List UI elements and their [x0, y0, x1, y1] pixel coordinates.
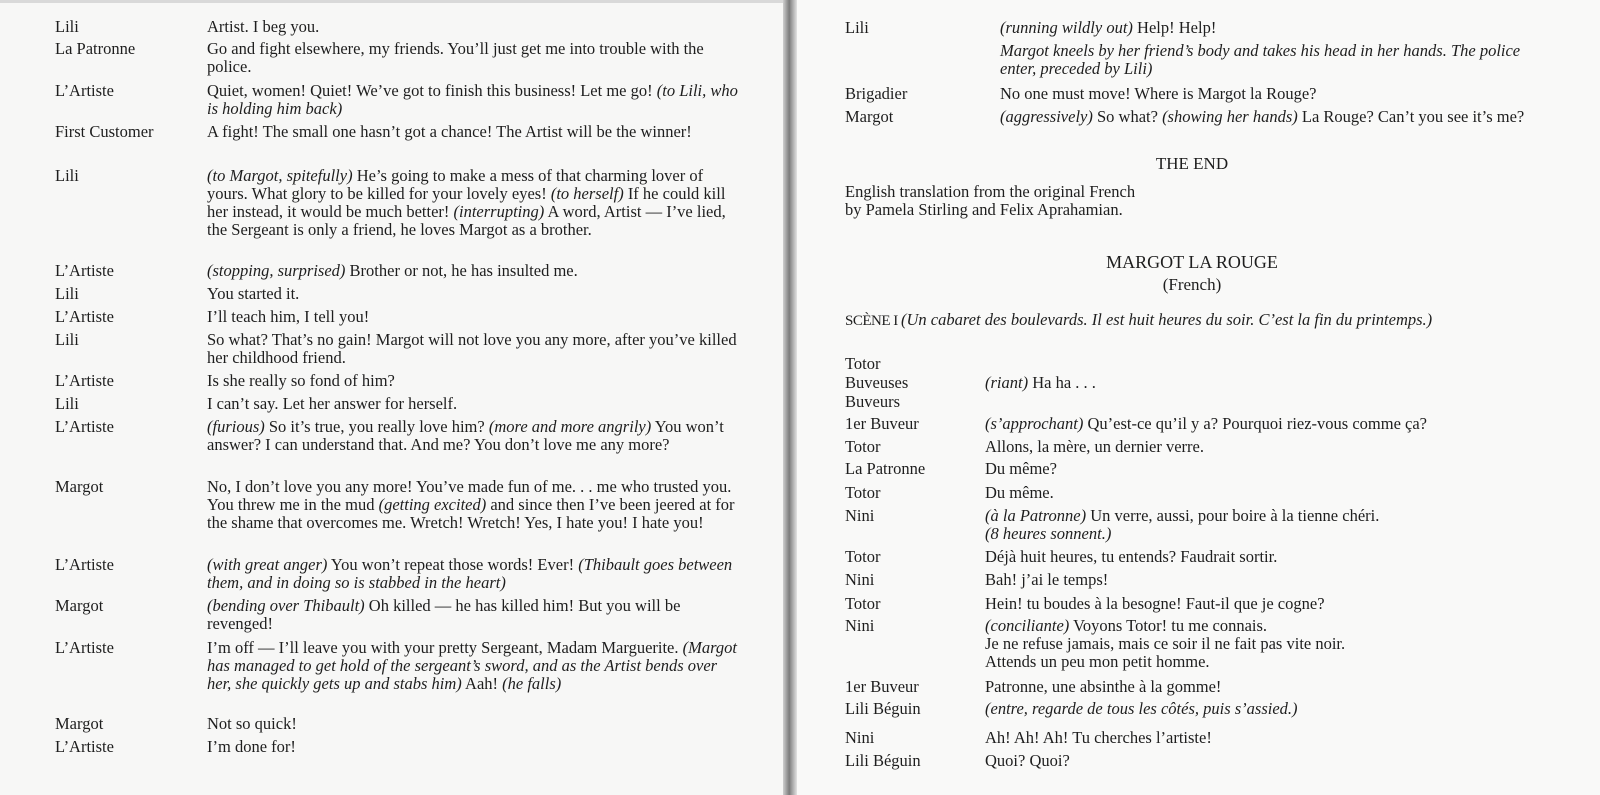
speaker-name: Margot — [845, 107, 894, 126]
stage-direction: (à la Patronne) — [985, 506, 1087, 525]
speaker-name: Lili Béguin — [845, 751, 921, 770]
dialogue-text: Allons, la mère, un dernier verre. — [985, 437, 1204, 456]
dialogue-text: You won’t repeat those words! Ever! — [327, 555, 579, 574]
speech-text — [985, 415, 1565, 433]
speech-text — [207, 738, 745, 756]
speech-text — [1000, 42, 1540, 78]
dialogue-text: Quoi? Quoi? — [985, 751, 1070, 770]
stage-direction: (to Margot, spitefully) — [207, 166, 353, 185]
dialogue-text: No, I don’t love you any more! You’ve made fun of me. . . me who trusted you. You threw me in the mud — [207, 477, 732, 514]
dialogue-text: Du même. — [985, 483, 1054, 502]
right-page — [797, 0, 1600, 795]
speaker-name: Totor — [845, 547, 881, 566]
stage-direction: (aggressively) — [1000, 107, 1093, 126]
speaker-name: Totor — [845, 437, 881, 456]
stage-direction: (showing her hands) — [1162, 107, 1298, 126]
speaker-name: L’Artiste — [55, 555, 114, 574]
speech-text — [985, 460, 1565, 478]
speaker-name: Lili — [55, 166, 79, 185]
speaker-name: Lili — [845, 18, 869, 37]
speech-text — [207, 308, 745, 326]
speech-text — [207, 82, 745, 118]
speech-text — [985, 571, 1565, 589]
speaker-name: Lili — [55, 284, 79, 303]
speech-text — [985, 617, 1565, 671]
the-end-heading: THE END — [1155, 154, 1229, 173]
stage-direction: (to Lili, who is holding him back) — [207, 81, 738, 118]
dialogue-text: So it’s true, you really love him? — [264, 417, 489, 436]
speech-text — [207, 556, 745, 592]
speech-text — [207, 262, 745, 280]
dialogue-text: Du même? — [985, 459, 1057, 478]
speaker-name: Nini — [845, 728, 875, 747]
scene-heading — [845, 311, 1465, 330]
speaker-name: Brigadier — [845, 84, 908, 103]
speech-text — [985, 507, 1565, 543]
speech-text — [207, 123, 745, 141]
speaker-name: Lili Béguin — [845, 699, 921, 718]
stage-direction: (Thibault goes between them, and in doing so is stabbed in the heart) — [207, 555, 733, 592]
french-subtitle: (French) — [1162, 275, 1222, 294]
speaker-name: Nini — [845, 616, 875, 635]
stage-direction: (riant) — [985, 373, 1029, 392]
speaker-name: L’Artiste — [55, 307, 114, 326]
dialogue-text: I’m off — I’ll leave you with your pretty Sergeant, Madam Marguerite. — [207, 638, 683, 657]
speech-text — [207, 715, 745, 733]
speech-text — [207, 478, 745, 532]
french-title: MARGOT LA ROUGE — [1106, 252, 1278, 272]
speech-text — [1000, 19, 1540, 37]
dialogue-text: Qu’est-ce qu’il y a? Pourquoi riez-vous comme ça? — [1083, 414, 1427, 433]
stage-direction: (he falls) — [502, 674, 562, 693]
speaker-name: Margot — [55, 477, 104, 496]
speaker-name: Lili — [55, 394, 79, 413]
speech-text — [985, 374, 1565, 392]
speech-text — [985, 678, 1565, 696]
dialogue-text: Help! Help! — [1132, 18, 1217, 37]
dialogue-text: You won’t answer? I can understand that. And me? You don’t love me any more? — [207, 417, 724, 454]
speech-text — [985, 438, 1565, 456]
dialogue-text: and since then I’ve been jeered at for the shame that overcomes me. Wretch! Wretch! Yes, I hate you! I hate you! — [207, 495, 735, 532]
speaker-name: 1er Buveur — [845, 677, 919, 696]
speaker-name: Lili — [55, 330, 79, 349]
dialogue-text: Patronne, une absinthe à la gomme! — [985, 677, 1222, 696]
speech-text — [985, 484, 1565, 502]
dialogue-text: Hein! tu boudes à la besogne! Faut-il que je cogne? — [985, 594, 1325, 613]
speaker-name: Totor — [845, 483, 881, 502]
speaker-name: La Patronne — [845, 459, 926, 478]
dialogue-text: Voyons Totor! tu me connais. Je ne refuse jamais, mais ce soir il ne fait pas vite noir. Attends un peu mon petit homme. — [985, 616, 1346, 671]
dialogue-text: So what? That’s no gain! Margot will not love you any more, after you’ve killed her childhood friend. — [207, 330, 737, 367]
stage-direction: Margot kneels by her friend’s body and takes his head in her hands. The police enter, preceded by Lili) — [1000, 41, 1521, 78]
dialogue-text: Not so quick! — [207, 714, 297, 733]
speech-text — [985, 700, 1565, 718]
translation-credit-line-1: English translation from the original French — [845, 182, 1136, 201]
speech-text — [985, 548, 1565, 566]
speech-text — [207, 167, 745, 239]
stage-direction: (conciliante) — [985, 616, 1070, 635]
dialogue-text: He’s going to make a mess of that charming lover of yours. What glory to be killed for your lovely eyes! — [207, 166, 704, 203]
dialogue-text: Quiet, women! Quiet! We’ve got to finish this business! Let me go! — [207, 81, 657, 100]
stage-direction: (to herself) — [550, 184, 624, 203]
speech-text — [985, 595, 1565, 613]
dialogue-text: A fight! The small one hasn’t got a chance! The Artist will be the winner! — [207, 122, 692, 141]
speech-text — [985, 752, 1565, 770]
dialogue-text: Ah! Ah! Ah! Tu cherches l’artiste! — [985, 728, 1212, 747]
speaker-name: L’Artiste — [55, 737, 114, 756]
dialogue-text: No one must move! Where is Margot la Rouge? — [1000, 84, 1317, 103]
stage-direction: (getting excited) — [378, 495, 487, 514]
speaker-name: La Patronne — [55, 39, 136, 58]
speaker-name: First Customer — [55, 122, 154, 141]
speaker-name: Totor — [845, 594, 881, 613]
dialogue-text: Oh killed — he has killed him! But you will be revenged! — [207, 596, 681, 633]
dialogue-text: Bah! j’ai le temps! — [985, 570, 1109, 589]
dialogue-text: Is she really so fond of him? — [207, 371, 395, 390]
stage-direction: (s’approchant) — [985, 414, 1084, 433]
speaker-name: Margot — [55, 714, 104, 733]
stage-direction: (with great anger) — [207, 555, 328, 574]
stage-direction: (running wildly out) — [1000, 18, 1133, 37]
dialogue-text: La Rouge? Can’t you see it’s me? — [1297, 107, 1525, 126]
dialogue-text: A word, Artist — I’ve lied, the Sergeant is only a friend, he loves Margot as a brother. — [207, 202, 726, 239]
speaker-name: L’Artiste — [55, 638, 114, 657]
speaker-name: L’Artiste — [55, 261, 114, 280]
dialogue-text: So what? — [1092, 107, 1163, 126]
dialogue-text: If he could kill her instead, it would be much better! — [207, 184, 726, 221]
dialogue-text: Un verre, aussi, pour boire à la tienne chéri. — [1090, 506, 1380, 525]
speech-text — [207, 639, 745, 693]
stage-direction: (8 heures sonnent.) — [985, 524, 1112, 543]
dialogue-text: Ha ha . . . — [1028, 373, 1096, 392]
dialogue-text: Aah! — [461, 674, 503, 693]
speech-text — [985, 729, 1565, 747]
speaker-name: Nini — [845, 570, 875, 589]
speaker-name: Nini — [845, 506, 875, 525]
dialogue-text: I’m done for! — [207, 737, 296, 756]
dialogue-text: You started it. — [207, 284, 300, 303]
speech-text — [207, 18, 745, 36]
scene-label: SCÈNE I — [845, 313, 901, 329]
dialogue-text: I’ll teach him, I tell you! — [207, 307, 370, 326]
speaker-name: L’Artiste — [55, 81, 114, 100]
speaker-name: L’Artiste — [55, 371, 114, 390]
dialogue-text: Brother or not, he has insulted me. — [345, 261, 578, 280]
stage-direction: (stopping, surprised) — [207, 261, 346, 280]
stage-direction: (Margot has managed to get hold of the sergeant’s sword, and as the Artist bends over her, she quickly gets up and stabs him) — [207, 638, 738, 693]
scene-direction: (Un cabaret des boulevards. Il est huit heures du soir. C’est la fin du printemps.) — [901, 310, 1433, 329]
book-spine — [783, 0, 797, 795]
speaker-name: Buveurs — [845, 392, 900, 411]
speaker-name: Lili — [55, 17, 79, 36]
dialogue-text: Artist. I beg you. — [207, 17, 320, 36]
left-page — [0, 0, 783, 795]
speech-text — [1000, 85, 1540, 103]
speech-text — [1000, 108, 1540, 126]
speech-text — [207, 395, 745, 413]
speaker-name: Buveuses — [845, 373, 909, 392]
speech-text — [207, 285, 745, 303]
stage-direction: (bending over Thibault) — [207, 596, 365, 615]
speaker-name: Margot — [55, 596, 104, 615]
speaker-name: 1er Buveur — [845, 414, 919, 433]
dialogue-text: I can’t say. Let her answer for herself. — [207, 394, 458, 413]
stage-direction: (entre, regarde de tous les côtés, puis s’assied.) — [985, 699, 1298, 718]
speech-text — [207, 40, 745, 76]
stage-direction: (furious) — [207, 417, 265, 436]
dialogue-text: Déjà huit heures, tu entends? Faudrait sortir. — [985, 547, 1278, 566]
speech-text — [207, 372, 745, 390]
stage-direction: (more and more angrily) — [488, 417, 652, 436]
speaker-name: L’Artiste — [55, 417, 114, 436]
translation-credit-line-2: by Pamela Stirling and Felix Aprahamian. — [845, 200, 1123, 219]
speaker-name: Totor — [845, 354, 881, 373]
speech-text — [207, 597, 745, 633]
speech-text — [207, 331, 745, 367]
stage-direction: (interrupting) — [453, 202, 545, 221]
dialogue-text: Go and fight elsewhere, my friends. You’ll just get me into trouble with the police. — [207, 39, 704, 76]
speech-text — [207, 418, 745, 454]
